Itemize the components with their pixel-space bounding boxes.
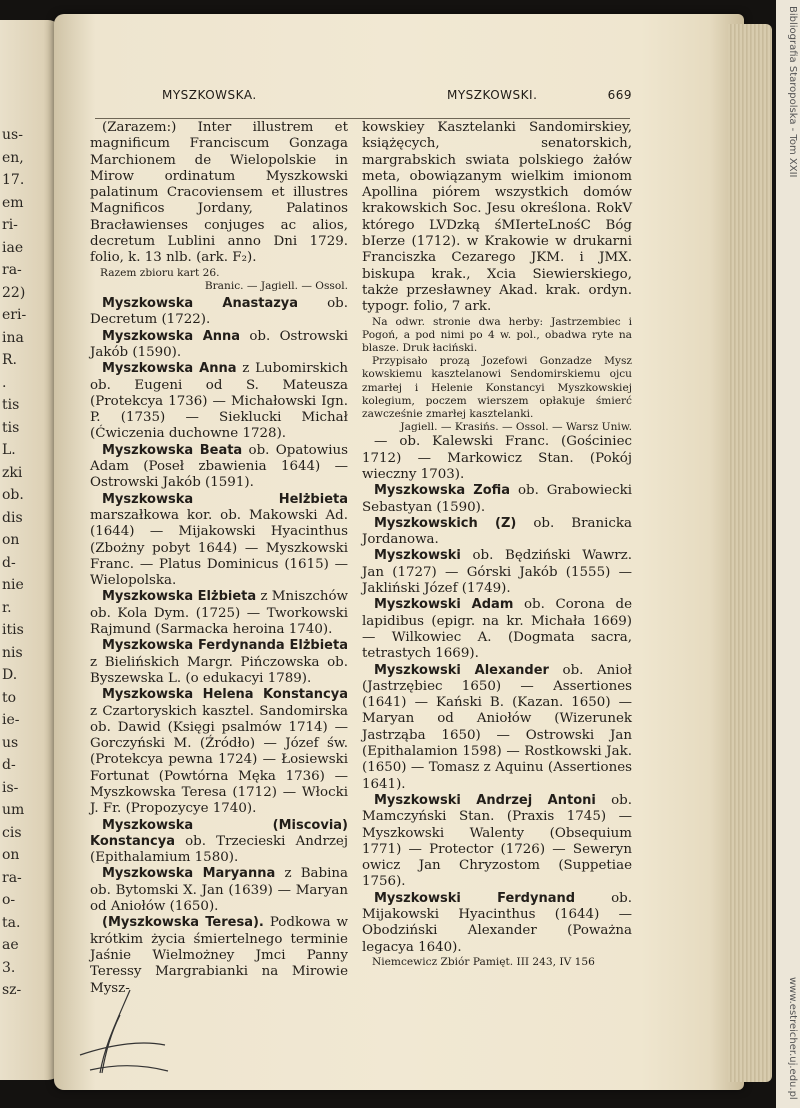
left-page-fragment: ra- <box>2 869 22 886</box>
continued-entry: kowskiey Kasztelanki Sandomirskiey, książęcych, senatorskich, margrabskich swiata polskiego żałów meta, obowiązanym wielkim imionom Apollina piórem wszystkich domów krakowskich Soc. Jesu określona. RokV którego LVDzką śMIerteLnośC Bóg bIerze (1712). w Krakowie w drukarni Franciszka Cezarego JKM. i JMX. biskupa krak., Xcia Siewierskiego, także przesławney Akad. krak. ordyn. typogr. folio, 7 ark. <box>362 120 632 315</box>
left-page-fragment: d- <box>2 757 16 773</box>
entry-text: ob. Corona de lapidibus (epigr. na kr. Michała 1669) — Wilkowiec A. (Dogmata sacra, tetrastych 1669). <box>362 597 632 662</box>
left-page-fragment: L. <box>2 442 16 458</box>
left-page-fragment: itis <box>2 622 24 638</box>
entry-text: z Lubomirskich ob. Eugeni od S. Mateusza (Protekcya 1736) — Michałowski Ign. P. (1735) — Sieklucki Michał (Ćwiczenia duchowne 1728). <box>90 361 348 442</box>
entry <box>90 296 348 329</box>
left-page-fragment: dis <box>2 509 23 526</box>
entry-heading: Myszkowski Adam <box>374 597 514 613</box>
entry <box>90 638 348 687</box>
left-page-fragment: on <box>2 847 20 863</box>
left-page-fragment: tis <box>2 419 20 436</box>
entry-heading: Myszkowska Helena Konstancya <box>102 687 348 703</box>
left-entries <box>90 296 348 997</box>
page-number: 669 <box>607 88 632 102</box>
right-entries <box>362 483 632 956</box>
left-page-fragment: 17. <box>2 172 25 188</box>
ink-signature <box>60 985 170 1075</box>
left-page-fragment: 3. <box>2 959 16 976</box>
entry-heading: Myszkowska Anna <box>102 361 237 377</box>
right-column <box>362 120 632 969</box>
left-page-fragment: D. <box>2 667 18 683</box>
note-herby: Na odwr. stronie dwa herby: Jastrzembiec i Pogoń, a pod nimi po 4 w. pol., obadwa ryte na blasze. Druk łaciński. <box>362 315 632 354</box>
entry-text: ob. Trzecieski Andrzej (Epithalamium 1580). <box>90 833 348 866</box>
left-page-fragment: is- <box>2 779 19 796</box>
entry <box>90 589 348 638</box>
left-page-fragment: 22) <box>2 284 26 301</box>
left-page-fragment: us <box>2 734 19 751</box>
left-page-fragment: eri- <box>2 307 27 323</box>
entry-text: ob. Opatowius Adam (Poseł zbawienia 1644) — Ostrowski Jakób (1591). <box>90 442 348 491</box>
entry <box>90 687 348 817</box>
entry-text: ob. Decretum (1722). <box>90 296 348 328</box>
entry <box>90 329 348 362</box>
left-page-fragment: ta. <box>2 914 21 931</box>
entry <box>90 443 348 492</box>
left-page-fragment: tis <box>2 397 20 413</box>
libraries-note-2: Jagiell. — Krasińs. — Ossol. — Warsz Uniw. <box>400 421 632 434</box>
left-page-fragment: nie <box>2 577 24 593</box>
running-header <box>162 88 632 108</box>
left-page-fragment: on <box>2 532 20 548</box>
left-page-fragment: en, <box>2 149 24 166</box>
side-margin <box>776 0 800 1108</box>
entry-heading: Myszkowski Andrzej Antoni <box>374 792 596 808</box>
entry-text: ob. Mamczyński Stan. (Praxis 1745) — Myszkowski Walenty (Obsequium 1771) — Protector (1726) — Seweryn owicz Jan Chryzostom (Suppetiae 1756). <box>362 792 632 890</box>
entry-heading: Myszkowska Maryanna <box>102 866 276 882</box>
left-page-fragment: nis <box>2 644 23 661</box>
entry <box>90 818 348 867</box>
entry-heading: Myszkowski <box>374 548 461 564</box>
entry-heading: Myszkowska Zofia <box>374 483 511 499</box>
entry-text: z Mniszchów ob. Kola Dym. (1725) — Tworkowski Rajmund (Sarmacka heroina 1740). <box>90 589 348 638</box>
entry-heading: (Myszkowska Teresa). <box>102 915 264 931</box>
left-page-fragment: d- <box>2 554 16 571</box>
left-page-fragment: . <box>2 374 7 391</box>
left-page-fragment: ob. <box>2 487 24 503</box>
left-page-fragment: cis <box>2 824 22 841</box>
entry-text: Podkowa w krótkim życia śmiertelnego terminie Jaśnie Wielmożney Jmci Panny Teressy Margrabianki na Mirowie Mysz- <box>90 915 348 996</box>
entry-heading: Myszkowski Ferdynand <box>374 890 576 906</box>
entry-text: z Czartoryskich kasztel. Sandomirska ob. Dawid (Księgi psalmów 1714) — Gorczyński M. (Źródło) — Józef św. (Protekcya pewna 1724) — Łosiewski Fortunat (Powtórna Męka 1736) — Myszkowska Teresa (1712) — Włocki J. Fr. (Propozycye 1740). <box>90 703 348 817</box>
entry-heading: Myszkowska Beata <box>102 442 243 458</box>
left-page-fragment: to <box>2 689 17 706</box>
entry <box>362 516 632 549</box>
intro-paragraph: (Zarazem:) Inter illustrem et magnificum Franciscum Gonzaga Marchionem de Wielopolskie in Mirow ordinatum Myszkowski palatinum Cracoviensem et illustres Magnificos Jordany, Palatinos Bracławienses conjuges ac alios, decretum Lublini anno Dni 1729. folio, k. 13 nlb. (ark. F₂). <box>90 120 348 266</box>
page-edges <box>728 24 772 1082</box>
entry <box>362 891 632 956</box>
entry-text: marszałkowa kor. ob. Makowski Ad. (1644) — Mijakowski Hyacinthus (Zbożny pobyt 1644) — Myszkowski Franc. — Platus Dominicus (1615) — Wielopolska. <box>90 507 348 589</box>
entry <box>90 361 348 442</box>
side-label-top: Bibliografia Staropolska - Tom XXII <box>787 6 798 178</box>
left-page-fragment: um <box>2 802 25 818</box>
entry-heading: Myszkowska Anna <box>102 328 241 344</box>
left-page-fragment: ae <box>2 937 19 953</box>
left-page-fragment: em <box>2 194 24 211</box>
left-page-fragment: sz- <box>2 982 22 998</box>
entry <box>362 793 632 891</box>
see-also: — ob. Kalewski Franc. (Gościniec 1712) — Markowicz Stan. (Pokój wieczny 1703). <box>362 434 632 482</box>
entry-heading: Myszkowska Anastazya <box>102 296 299 312</box>
entry <box>362 548 632 597</box>
entry-heading: Myszkowska Elżbieta <box>102 589 257 605</box>
entry-text: ob. Będziński Wawrz. Jan (1727) — Górski Jakób (1555) — Jakliński Józef (1749). <box>362 548 632 597</box>
razem-note: Razem zbioru kart 26. <box>100 266 220 279</box>
left-page-fragment: R. <box>2 352 17 368</box>
entry <box>362 597 632 662</box>
entry-text: ob. Mijakowski Hyacinthus (1644) — Obodziński Alexander (Poważna legacya 1640). <box>362 890 632 955</box>
entry <box>90 866 348 915</box>
final-reference: Niemcewicz Zbiór Pamięt. III 243, IV 156 <box>372 955 595 968</box>
left-page-fragment: ie- <box>2 712 20 728</box>
side-label-bottom: www.estreicher.uj.edu.pl <box>787 977 798 1100</box>
left-page-fragment: r. <box>2 599 12 616</box>
note-dedication: Przypisało prozą Jozefowi Gonzadze Mysz kowskiemu kasztelanowi Sendomirskiemu ojcu zmarłej i Helenie Konstancyi Myszkowskiej kolegium, poczem wierszem opłakuje śmierć zawcześnie zmarłej kasztelanki. <box>362 355 632 420</box>
entry-text: ob. Anioł (Jastrzębiec 1650) — Assertiones (1641) — Kański B. (Kazan. 1650) — Maryan od Aniołów (Wizerunek Jastrząba 1650) — Ostrowski Jan (Epithalamion 1598) — Rostkowski Jak. (1650) — Tomasz z Aquinu (Assertiones 1641). <box>362 662 632 792</box>
entry <box>90 492 348 590</box>
entry <box>362 663 632 793</box>
entry-text: ob. Grabowiecki Sebastyan (1590). <box>362 483 633 515</box>
entry-text: ob. Ostrowski Jakób (1590). <box>90 328 348 360</box>
entry <box>362 483 632 516</box>
entry-heading: Myszkowska Helżbieta <box>102 491 348 507</box>
header-rule <box>95 118 630 119</box>
entry-text: ob. Branicka Jordanowa. <box>362 515 632 548</box>
left-page-fragment: ra- <box>2 262 22 278</box>
entry-text: z Bielińskich Margr. Pińczowska ob. Byszewska L. (o edukacyi 1789). <box>90 654 348 686</box>
libraries-note: Branic. — Jagiell. — Ossol. <box>204 279 348 292</box>
left-page-fragment: ina <box>2 329 24 346</box>
left-page-fragment: ri- <box>2 217 18 233</box>
entry-heading: Myszkowska Ferdynanda Elżbieta <box>102 638 348 654</box>
entry-heading: Myszkowski Alexander <box>374 662 549 678</box>
entry-text: z Babina ob. Bytomski X. Jan (1639) — Maryan od Aniołów (1650). <box>90 866 348 915</box>
left-column <box>90 120 348 997</box>
header-left: MYSZKOWSKA. <box>162 88 257 102</box>
left-page-fragment: iae <box>2 239 24 256</box>
header-center: MYSZKOWSKI. <box>447 88 538 102</box>
entry-heading: Myszkowskich (Z) <box>374 515 517 531</box>
left-page-edge <box>0 20 62 1080</box>
left-page-fragment: us- <box>2 127 23 143</box>
left-page-fragment: zki <box>2 464 23 481</box>
left-page-fragment: o- <box>2 892 16 908</box>
entry-heading: Myszkowska (Miscovia) Konstancya <box>90 817 348 849</box>
